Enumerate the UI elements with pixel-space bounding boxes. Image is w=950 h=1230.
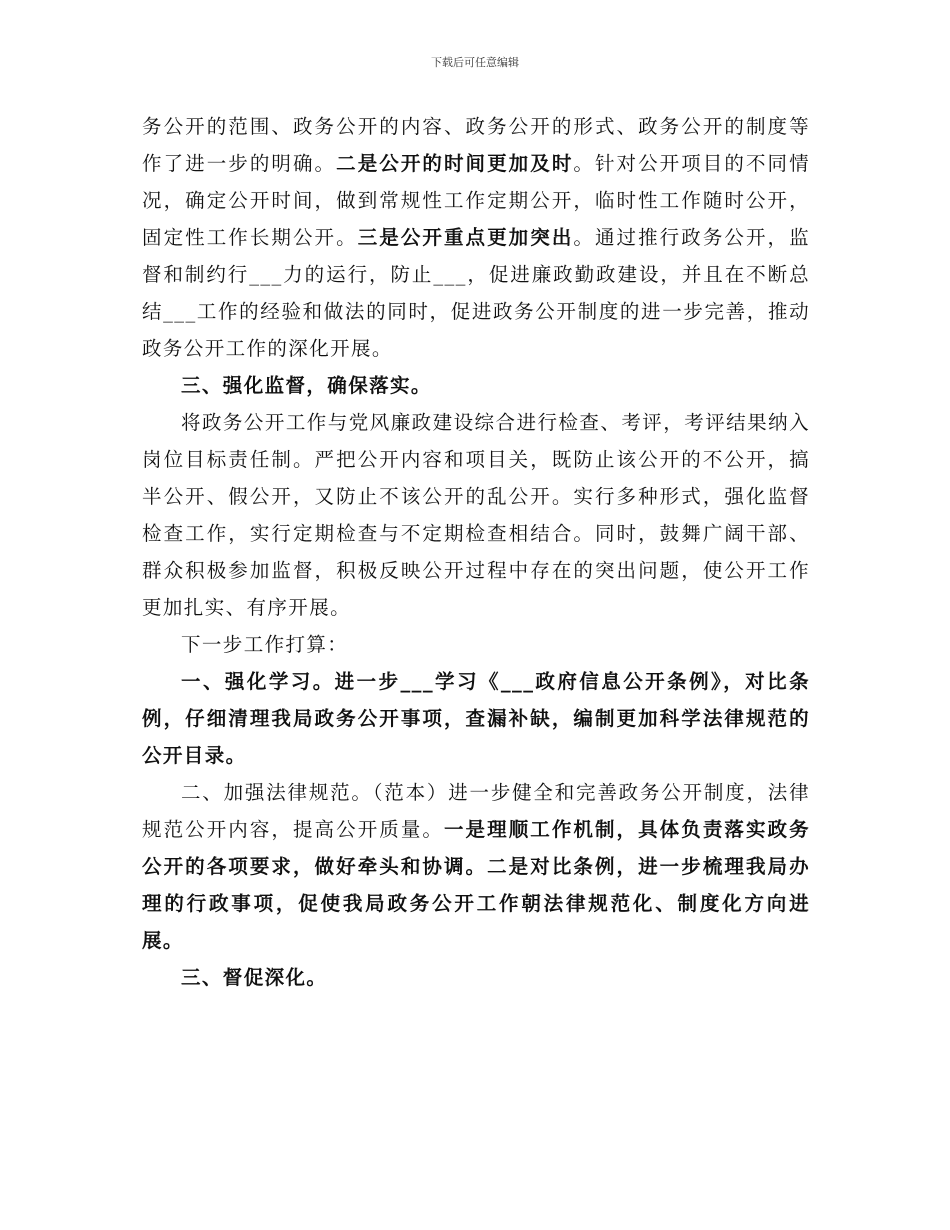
- text-run: 二、加强法律规范。（范本）进一步健全和完善政务公开制度，法律规范公开内容，提高公开质量。: [142, 781, 810, 841]
- bold-run: 二是公开的时间更加及时: [336, 152, 574, 175]
- text-run: 。通过推行政务公开，监督和制约行___力的运行，防止___，促进廉政勤政建设，并且在不断总结___工作的经验和做法的同时，促进政务公开制度的进一步完善，推动政务公开工作的深化开展。: [142, 226, 810, 360]
- text-run: 务公开的范围、政务公开的内容、政务公开的形式、政务公开的制度等作了进一步的明确。: [142, 115, 810, 175]
- text-run: 将政务公开工作与党风廉政建设综合进行检查、考评，考评结果纳入岗位目标责任制。严把公开内容和项目关，既防止该公开的不公开，搞半公开、假公开，又防止不该公开的乱公开。实行多种形式，强化监督检查工作，实行定期检查与不定期检查相结合。同时，鼓舞广阔干部、群众积极参加监督，积极反映公开过程中存在的突出问题，使公开工作更加扎实、有序开展。: [142, 411, 810, 619]
- section-heading-3: [142, 367, 810, 404]
- bold-run: 一是理顺工作机制，具体负责落实政务公开的各项要求，做好牵头和协调。二是对比条例，进一步梳理我局办理的行政事项，促使我局政务公开工作朝法律规范化、制度化方向进展。: [142, 818, 810, 952]
- bold-run: 三、督促深化。: [181, 966, 328, 989]
- bold-run: 三、强化监督，确保落实。: [181, 374, 432, 397]
- next-steps-heading: [142, 626, 810, 663]
- bold-run: 一、强化学习。进一步___学习《___政府信息公开条例》，对比条例，仔细清理我局政务公开事项，查漏补缺，编制更加科学法律规范的公开目录。: [142, 670, 810, 767]
- text-run: 。针对公开项目的不同情况，确定公开时间，做到常规性工作定期公开，临时性工作随时公开，固定性工作长期公开。: [142, 152, 810, 249]
- paragraph-6: [142, 774, 810, 959]
- page-header-note: 下载后可任意编辑: [431, 56, 519, 69]
- paragraph-1: [142, 108, 810, 367]
- paragraph-3: [142, 404, 810, 626]
- document-body: [142, 108, 810, 996]
- section-heading-final: [142, 959, 810, 996]
- text-run: 下一步工作打算：: [181, 633, 349, 656]
- bold-run: 三是公开重点更加突出: [357, 226, 574, 249]
- paragraph-5: [142, 663, 810, 774]
